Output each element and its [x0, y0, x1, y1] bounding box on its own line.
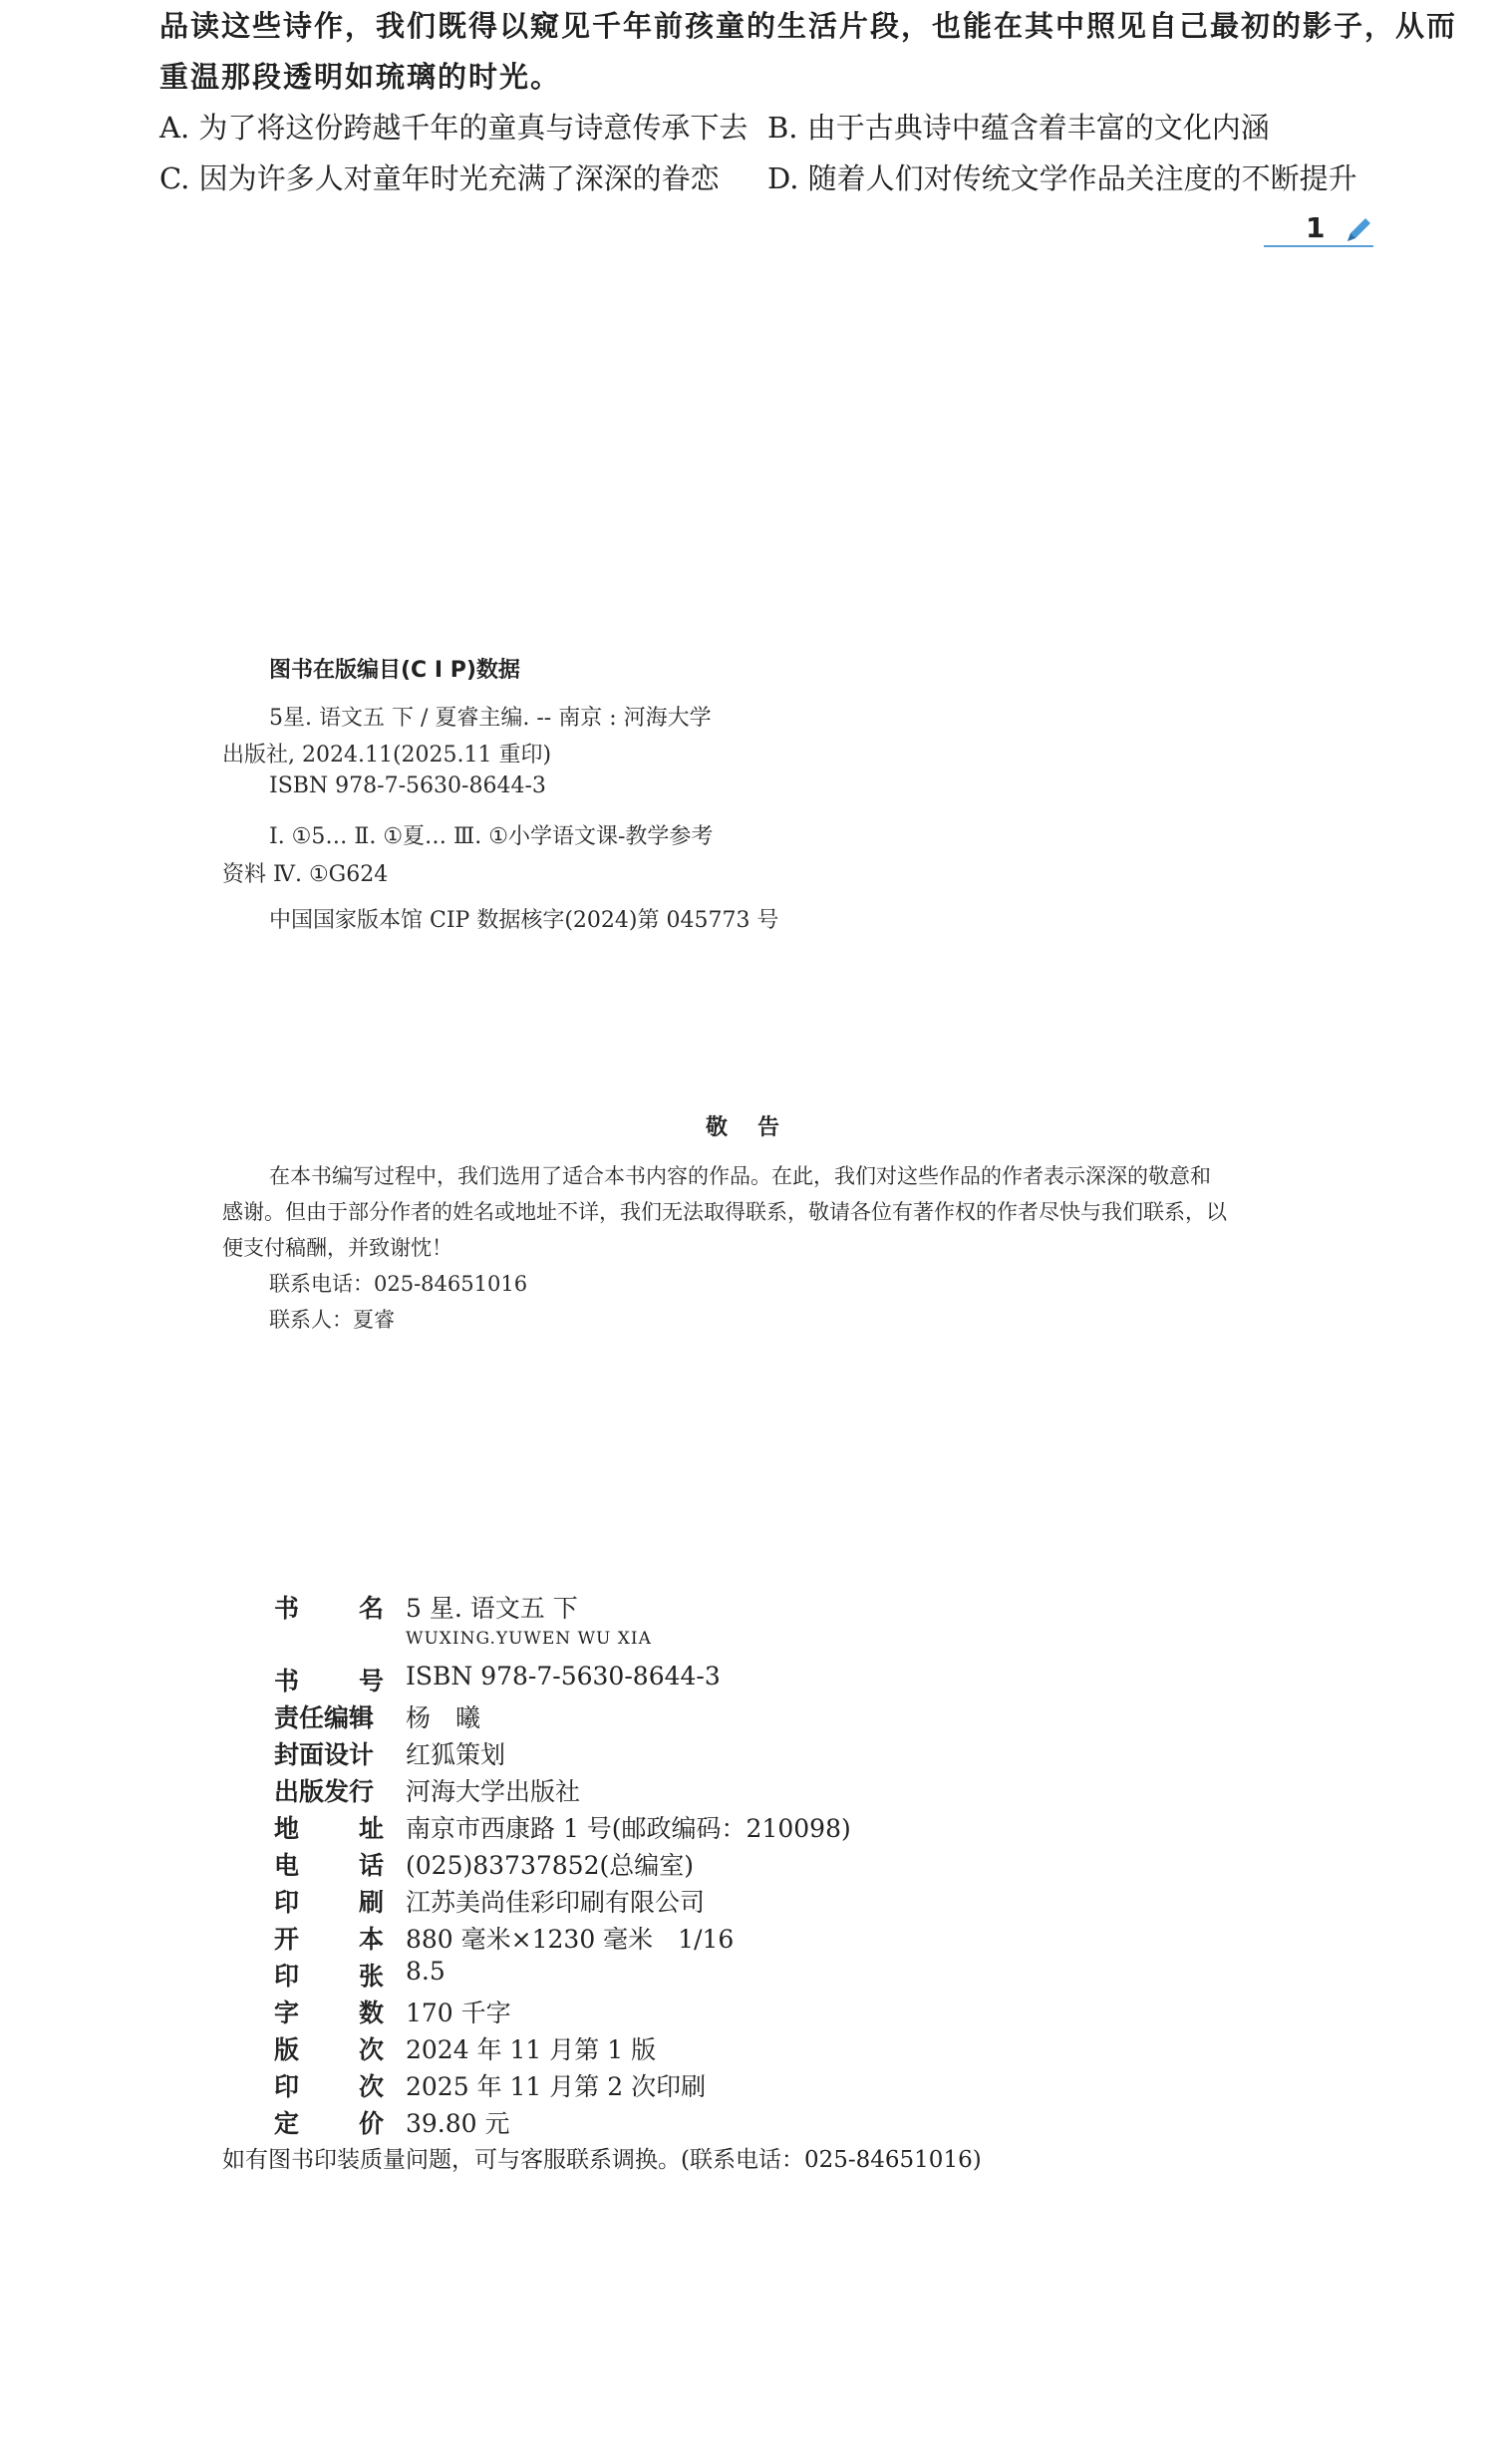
- question-line-1: 品读这些诗作，我们既得以窥见千年前孩童的生活片段，也能在其中照见自己最初的影子，从而: [159, 9, 1458, 43]
- colophon-label: 字 数: [274, 1999, 384, 2027]
- notice-line: 感谢。但由于部分作者的姓名或地址不详，我们无法取得联系，敬请各位有著作权的作者尽快与我们联系，以: [222, 1200, 1227, 1224]
- colophon-value: 2024 年 11 月第 1 版: [406, 2035, 657, 2064]
- notice-contact: 联系人：夏睿: [269, 1308, 395, 1332]
- colophon-value: 河海大学出版社: [406, 1777, 581, 1806]
- notice-line: 便支付稿酬，并致谢忱！: [222, 1236, 452, 1260]
- option-d: D. 随着人们对传统文学作品关注度的不断提升: [767, 161, 1357, 195]
- colophon-value: 南京市西康路 1 号(邮政编码：210098): [406, 1814, 851, 1843]
- notice-title: 敬告: [706, 1114, 810, 1140]
- colophon-value: 39.80 元: [406, 2109, 510, 2138]
- option-a: A. 为了将这份跨越千年的童真与诗意传承下去: [159, 111, 748, 145]
- colophon-value: (025)83737852(总编室): [406, 1851, 694, 1880]
- colophon-label: 印 刷: [274, 1888, 384, 1917]
- cip-line: 出版社, 2024.11(2025.11 重印): [222, 743, 552, 768]
- colophon-value-book-name: 5 星. 语文五 下: [406, 1594, 578, 1623]
- colophon-value: 170 千字: [406, 1999, 511, 2027]
- colophon-label: 责任编辑: [274, 1703, 375, 1732]
- cip-line: 资料 Ⅳ. ①G624: [222, 862, 389, 887]
- colophon-value: 红狐策划: [406, 1740, 506, 1769]
- colophon-label: 封面设计: [274, 1740, 375, 1769]
- colophon-value: 8.5: [406, 1957, 446, 1986]
- cip-line: 5星. 语文五 下 / 夏睿主编. -- 南京 : 河海大学: [269, 706, 712, 731]
- colophon-label: 定 价: [274, 2109, 384, 2138]
- colophon-value: 880 毫米×1230 毫米 1/16: [406, 1925, 735, 1954]
- colophon-pinyin: WUXING.YUWEN WU XIA: [406, 1629, 652, 1649]
- colophon-label: 出版发行: [274, 1777, 375, 1806]
- cip-line: 中国国家版本馆 CIP 数据核字(2024)第 045773 号: [269, 908, 779, 933]
- notice-line: 在本书编写过程中，我们选用了适合本书内容的作品。在此，我们对这些作品的作者表示深深的敬意和: [269, 1164, 1211, 1188]
- colophon-value: 杨 曦: [406, 1703, 481, 1732]
- colophon-label: 开 本: [274, 1925, 384, 1954]
- cip-title: 图书在版编目(C I P)数据: [269, 658, 520, 683]
- colophon-label: 版 次: [274, 2035, 384, 2064]
- question-line-2: 重温那段透明如琉璃的时光。: [159, 60, 562, 94]
- colophon-value: ISBN 978-7-5630-8644-3: [406, 1662, 721, 1691]
- colophon-label: 地 址: [274, 1814, 384, 1843]
- colophon-label: 电 话: [274, 1851, 384, 1880]
- option-b: B. 由于古典诗中蕴含着丰富的文化内涵: [767, 111, 1270, 145]
- colophon-label: 印 张: [274, 1962, 384, 1991]
- cip-line: ISBN 978-7-5630-8644-3: [269, 773, 546, 798]
- pencil-icon: [1342, 213, 1375, 247]
- colophon-value: 2025 年 11 月第 2 次印刷: [406, 2072, 707, 2101]
- notice-phone: 联系电话：025-84651016: [269, 1272, 528, 1296]
- colophon-label: 印 次: [274, 2072, 384, 2101]
- page-number: 1: [1306, 211, 1326, 244]
- colophon-label-book-name: 书 名: [274, 1594, 384, 1623]
- quality-notice: 如有图书印装质量问题，可与客服联系调换。(联系电话：025-84651016): [222, 2147, 982, 2173]
- cip-line: Ⅰ. ①5… Ⅱ. ①夏… Ⅲ. ①小学语文课-教学参考: [269, 824, 714, 849]
- colophon-label: 书 号: [274, 1667, 384, 1695]
- colophon-value: 江苏美尚佳彩印刷有限公司: [406, 1888, 706, 1917]
- option-c: C. 因为许多人对童年时光充满了深深的眷恋: [159, 161, 720, 195]
